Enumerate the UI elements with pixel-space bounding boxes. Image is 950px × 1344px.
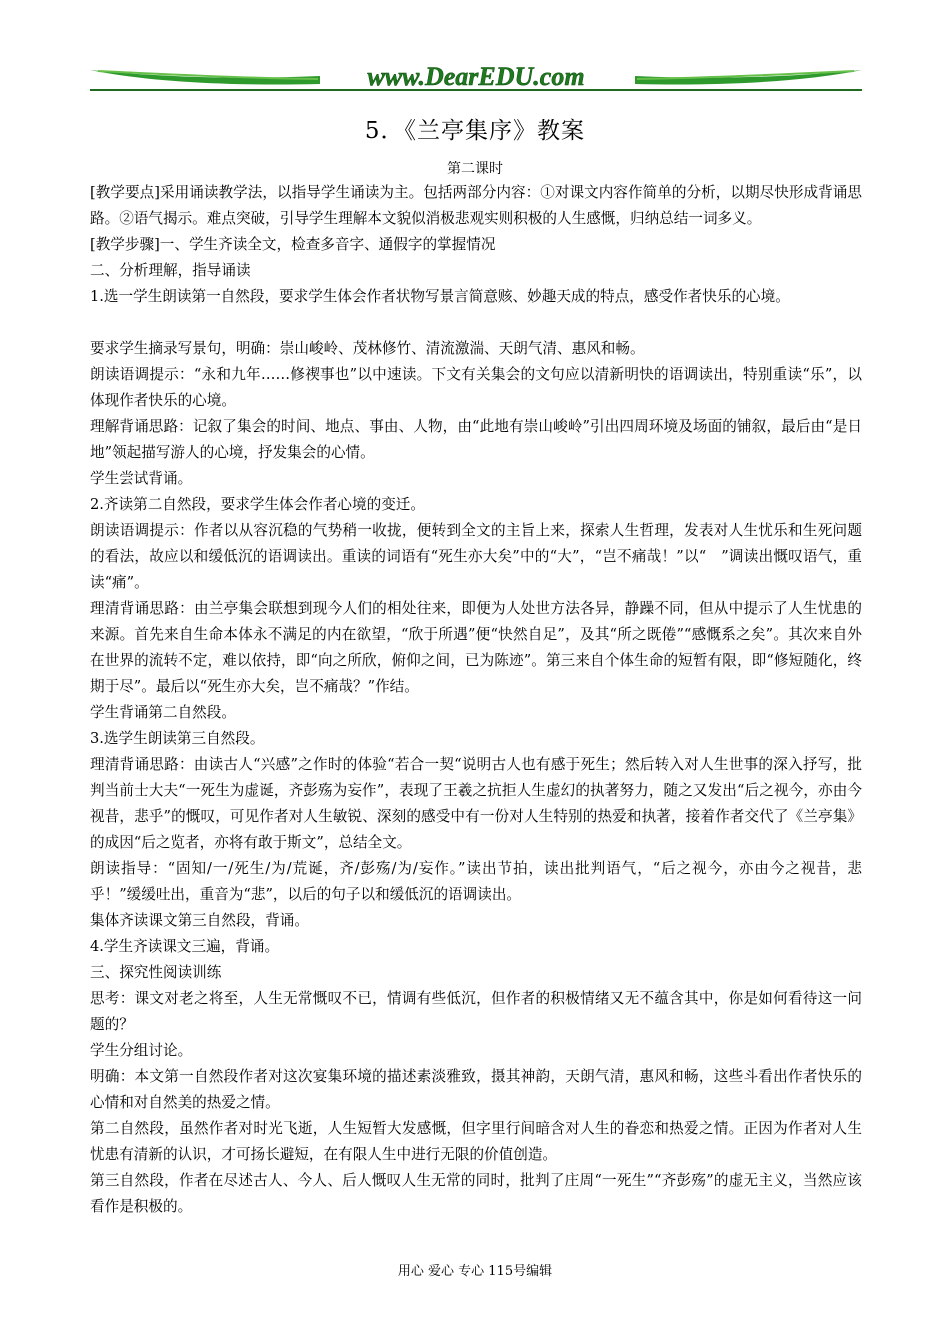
paragraph: 第二自然段，虽然作者对时光飞逝，人生短暂大发感慨，但字里行间暗含对人生的眷恋和热爱之情。正因为作者对人生忧患有清新的认识，才可扬长避短，在有限人生中进行无限的价值创造。 xyxy=(90,1120,862,1163)
document-body xyxy=(90,180,862,1220)
paragraph: 2.齐读第二自然段，要求学生体会作者心境的变迁。 xyxy=(90,496,425,513)
paragraph: 思考：课文对老之将至，人生无常慨叹不已，情调有些低沉，但作者的积极情绪又无不蕴含其中，你是如何看待这一问题的？ xyxy=(90,990,862,1033)
page-footer: 用心 爱心 专心 115号编辑 xyxy=(397,1264,553,1279)
paragraph: 学生背诵第二自然段。 xyxy=(90,704,236,721)
paragraph: 朗读语调提示：作者以从容沉稳的气势稍一收拢，便转到全文的主旨上来，探索人生哲理，发表对人生忧乐和生死问题的看法，故应以和缓低沉的语调读出。重读的词语有“死生亦大矣”中的“大”，“岂不痛哉！”以“ ”调读出慨叹语气，重读“痛”。 xyxy=(90,522,862,591)
document-title: 5．《兰亭集序》教案 xyxy=(364,118,586,144)
paragraph: 朗读语调提示：“永和九年……修禊事也”以中速读。下文有关集会的文句应以清新明快的语调读出，特别重读“乐”，以体现作者快乐的心境。 xyxy=(90,366,862,409)
paragraph: 3.选学生朗读第三自然段。 xyxy=(90,730,265,747)
paragraph: 学生分组讨论。 xyxy=(90,1042,193,1059)
grass-banner-logo xyxy=(90,62,862,98)
site-logo-text: www.DearEDU.com xyxy=(367,62,585,91)
paragraph: 第三自然段，作者在尽述古人、今人、后人慨叹人生无常的同时，批判了庄周“一死生”“齐彭殇”的虚无主义，当然应该看作是积极的。 xyxy=(90,1172,862,1215)
paragraph: 明确：本文第一自然段作者对这次宴集环境的描述素淡雅致，摄其神韵，天朗气清，惠风和畅，这些斗看出作者快乐的心情和对自然美的热爱之情。 xyxy=(90,1068,862,1111)
paragraph: 二、分析理解，指导诵读 xyxy=(90,262,251,279)
paragraph: 集体齐读课文第三自然段，背诵。 xyxy=(90,912,309,929)
paragraph: 理清背诵思路：由读古人“兴感”之作时的体验“若合一契“说明古人也有感于死生；然后转入对人生世事的深入抒写，批判当前士大夫“一死生为虚诞，齐彭殇为妄作”，表现了王羲之抗拒人生虚幻的执著努力，随之又发出“后之视今，亦由今视昔，悲乎”的慨叹，可见作者对人生敏锐、深刻的感受中有一份对人生特别的热爱和执著，接着作者交代了《兰亭集》的成因“后之览者，亦将有敢于斯文”，总结全文。 xyxy=(90,756,862,851)
paragraph: [教学步骤]一、学生齐读全文，检查多音字、通假字的掌握情况 xyxy=(90,236,496,253)
paragraph: 理解背诵思路：记叙了集会的时间、地点、事由、人物，由“此地有崇山峻岭”引出四周环境及场面的铺叙，最后由“是日地”领起描写游人的心境，抒发集会的心情。 xyxy=(90,418,862,461)
document-subtitle: 第二课时 xyxy=(447,161,503,177)
paragraph: 学生尝试背诵。 xyxy=(90,470,193,487)
paragraph: [教学要点]采用诵读教学法，以指导学生诵读为主。包括两部分内容：①对课文内容作简单的分析，以期尽快形成背诵思路。②语气揭示。难点突破，引导学生理解本文貌似消极悲观实则积极的人生感慨，归纳总结一词多义。 xyxy=(90,184,862,227)
paragraph: 1.选一学生朗读第一自然段，要求学生体会作者状物写景言简意赅、妙趣天成的特点，感受作者快乐的心境。 xyxy=(90,288,790,305)
paragraph: 要求学生摘录写景句，明确：崇山峻岭、茂林修竹、清流激湍、天朗气清、惠风和畅。 xyxy=(90,340,645,357)
site-header-banner xyxy=(90,62,862,98)
paragraph: 理清背诵思路：由兰亭集会联想到现今人们的相处往来，即便为人处世方法各异，静躁不同，但从中提示了人生忧患的来源。首先来自生命本体永不满足的内在欲望，“欣于所遇”便“快然自足”，及其“所之既倦”“感慨系之矣”。其次来自外在世界的流转不定，难以依持，即“向之所欣，俯仰之间，已为陈迹”。第三来自个体生命的短暂有限，即“修短随化，终期于尽”。最后以“死生亦大矣，岂不痛哉？”作结。 xyxy=(90,600,862,695)
paragraph: 三、探究性阅读训练 xyxy=(90,964,222,981)
paragraph: 4.学生齐读课文三遍，背诵。 xyxy=(90,938,280,955)
paragraph: 朗读指导：“固知/一/死生/为/荒诞，齐/彭殇/为/妄作。”读出节拍，读出批判语气，“后之视今，亦由今之视昔，悲乎！”缓缓吐出，重音为“悲”，以后的句子以和缓低沉的语调读出。 xyxy=(90,860,862,903)
